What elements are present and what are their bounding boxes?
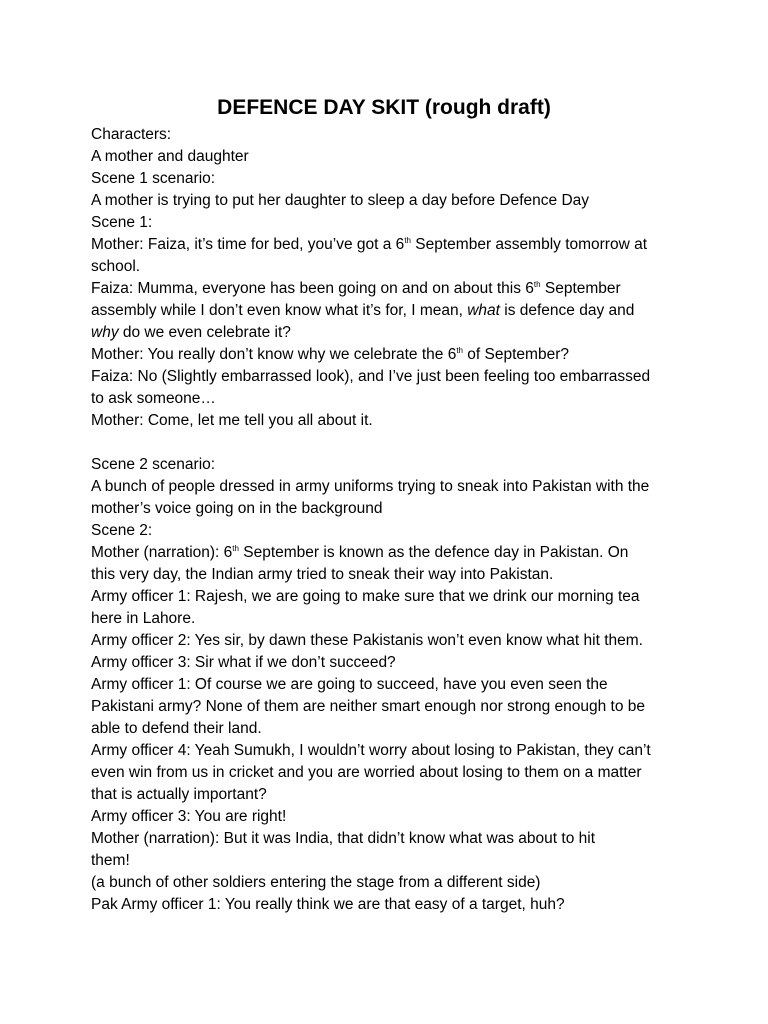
text-line: A bunch of people dressed in army uniforms trying to sneak into Pakistan with the xyxy=(91,478,650,495)
text-run: September is known as the defence day in Pakistan. On xyxy=(238,544,629,561)
text-run: Mother: You really don’t know why we celebrate the 6 xyxy=(91,346,457,363)
text-line xyxy=(91,300,691,322)
emphasis: why xyxy=(91,324,119,341)
superscript: th xyxy=(533,280,541,289)
text-line: Pak Army officer 1: You really think we are that easy of a target, huh? xyxy=(91,896,565,913)
text-line: Scene 1: xyxy=(91,214,153,231)
text-line: Scene 1 scenario: xyxy=(91,170,216,187)
superscript: th xyxy=(456,346,463,355)
text-line: Army officer 1: Of course we are going to succeed, have you even seen the xyxy=(91,676,608,693)
text-line: Mother: Come, let me tell you all about it. xyxy=(91,412,373,429)
document-body xyxy=(91,124,691,916)
text-run: September assembly tomorrow at xyxy=(410,236,648,253)
text-line: able to defend their land. xyxy=(91,720,262,737)
text-run: Mother (narration): 6 xyxy=(91,544,233,561)
document-title: DEFENCE DAY SKIT (rough draft) xyxy=(217,96,551,119)
text-line: Scene 2 scenario: xyxy=(91,456,216,473)
text-line: even win from us in cricket and you are worried about losing to them on a matter xyxy=(91,764,642,781)
superscript: th xyxy=(232,544,239,553)
text-run: is defence day and xyxy=(499,302,635,319)
text-line: Pakistani army? None of them are neither smart enough nor strong enough to be xyxy=(91,698,646,715)
text-run: September xyxy=(540,280,621,297)
text-line: mother’s voice going on in the background xyxy=(91,500,383,517)
text-line: this very day, the Indian army tried to sneak their way into Pakistan. xyxy=(91,566,554,583)
text-line: here in Lahore. xyxy=(91,610,196,627)
text-line: Army officer 3: Sir what if we don’t succeed? xyxy=(91,654,396,671)
text-run: assembly while I don’t even know what it’s for, I mean, xyxy=(91,302,468,319)
text-run: do we even celebrate it? xyxy=(118,324,291,341)
text-line: Faiza: No (Slightly embarrassed look), and I’ve just been feeling too embarrassed xyxy=(91,368,651,385)
blank-line xyxy=(91,432,691,454)
text-line: Mother (narration): But it was India, that didn’t know what was about to hit xyxy=(91,830,596,847)
text-line xyxy=(91,234,691,256)
text-line: A mother and daughter xyxy=(91,148,249,165)
text-run: Faiza: Mumma, everyone has been going on and on about this 6 xyxy=(91,280,534,297)
text-line: A mother is trying to put her daughter to sleep a day before Defence Day xyxy=(91,192,590,209)
text-line xyxy=(91,344,691,366)
text-line: Characters: xyxy=(91,126,172,143)
text-line: Army officer 1: Rajesh, we are going to make sure that we drink our morning tea xyxy=(91,588,640,605)
text-line xyxy=(91,542,691,564)
text-line: to ask someone… xyxy=(91,390,216,407)
text-line: (a bunch of other soldiers entering the stage from a different side) xyxy=(91,874,541,891)
text-line: that is actually important? xyxy=(91,786,267,803)
text-line: Army officer 4: Yeah Sumukh, I wouldn’t worry about losing to Pakistan, they can’t xyxy=(91,742,651,759)
text-line: Army officer 3: You are right! xyxy=(91,808,287,825)
superscript: th xyxy=(404,236,411,245)
text-line: them! xyxy=(91,852,130,869)
text-run: of September? xyxy=(463,346,569,363)
emphasis: what xyxy=(467,302,500,319)
text-line: school. xyxy=(91,258,141,275)
text-run: Mother: Faiza, it’s time for bed, you’ve got a 6 xyxy=(91,236,405,253)
text-line: Scene 2: xyxy=(91,522,153,539)
text-line: Army officer 2: Yes sir, by dawn these Pakistanis won’t even know what hit them. xyxy=(91,632,643,649)
text-line xyxy=(91,322,691,344)
text-line xyxy=(91,278,691,300)
